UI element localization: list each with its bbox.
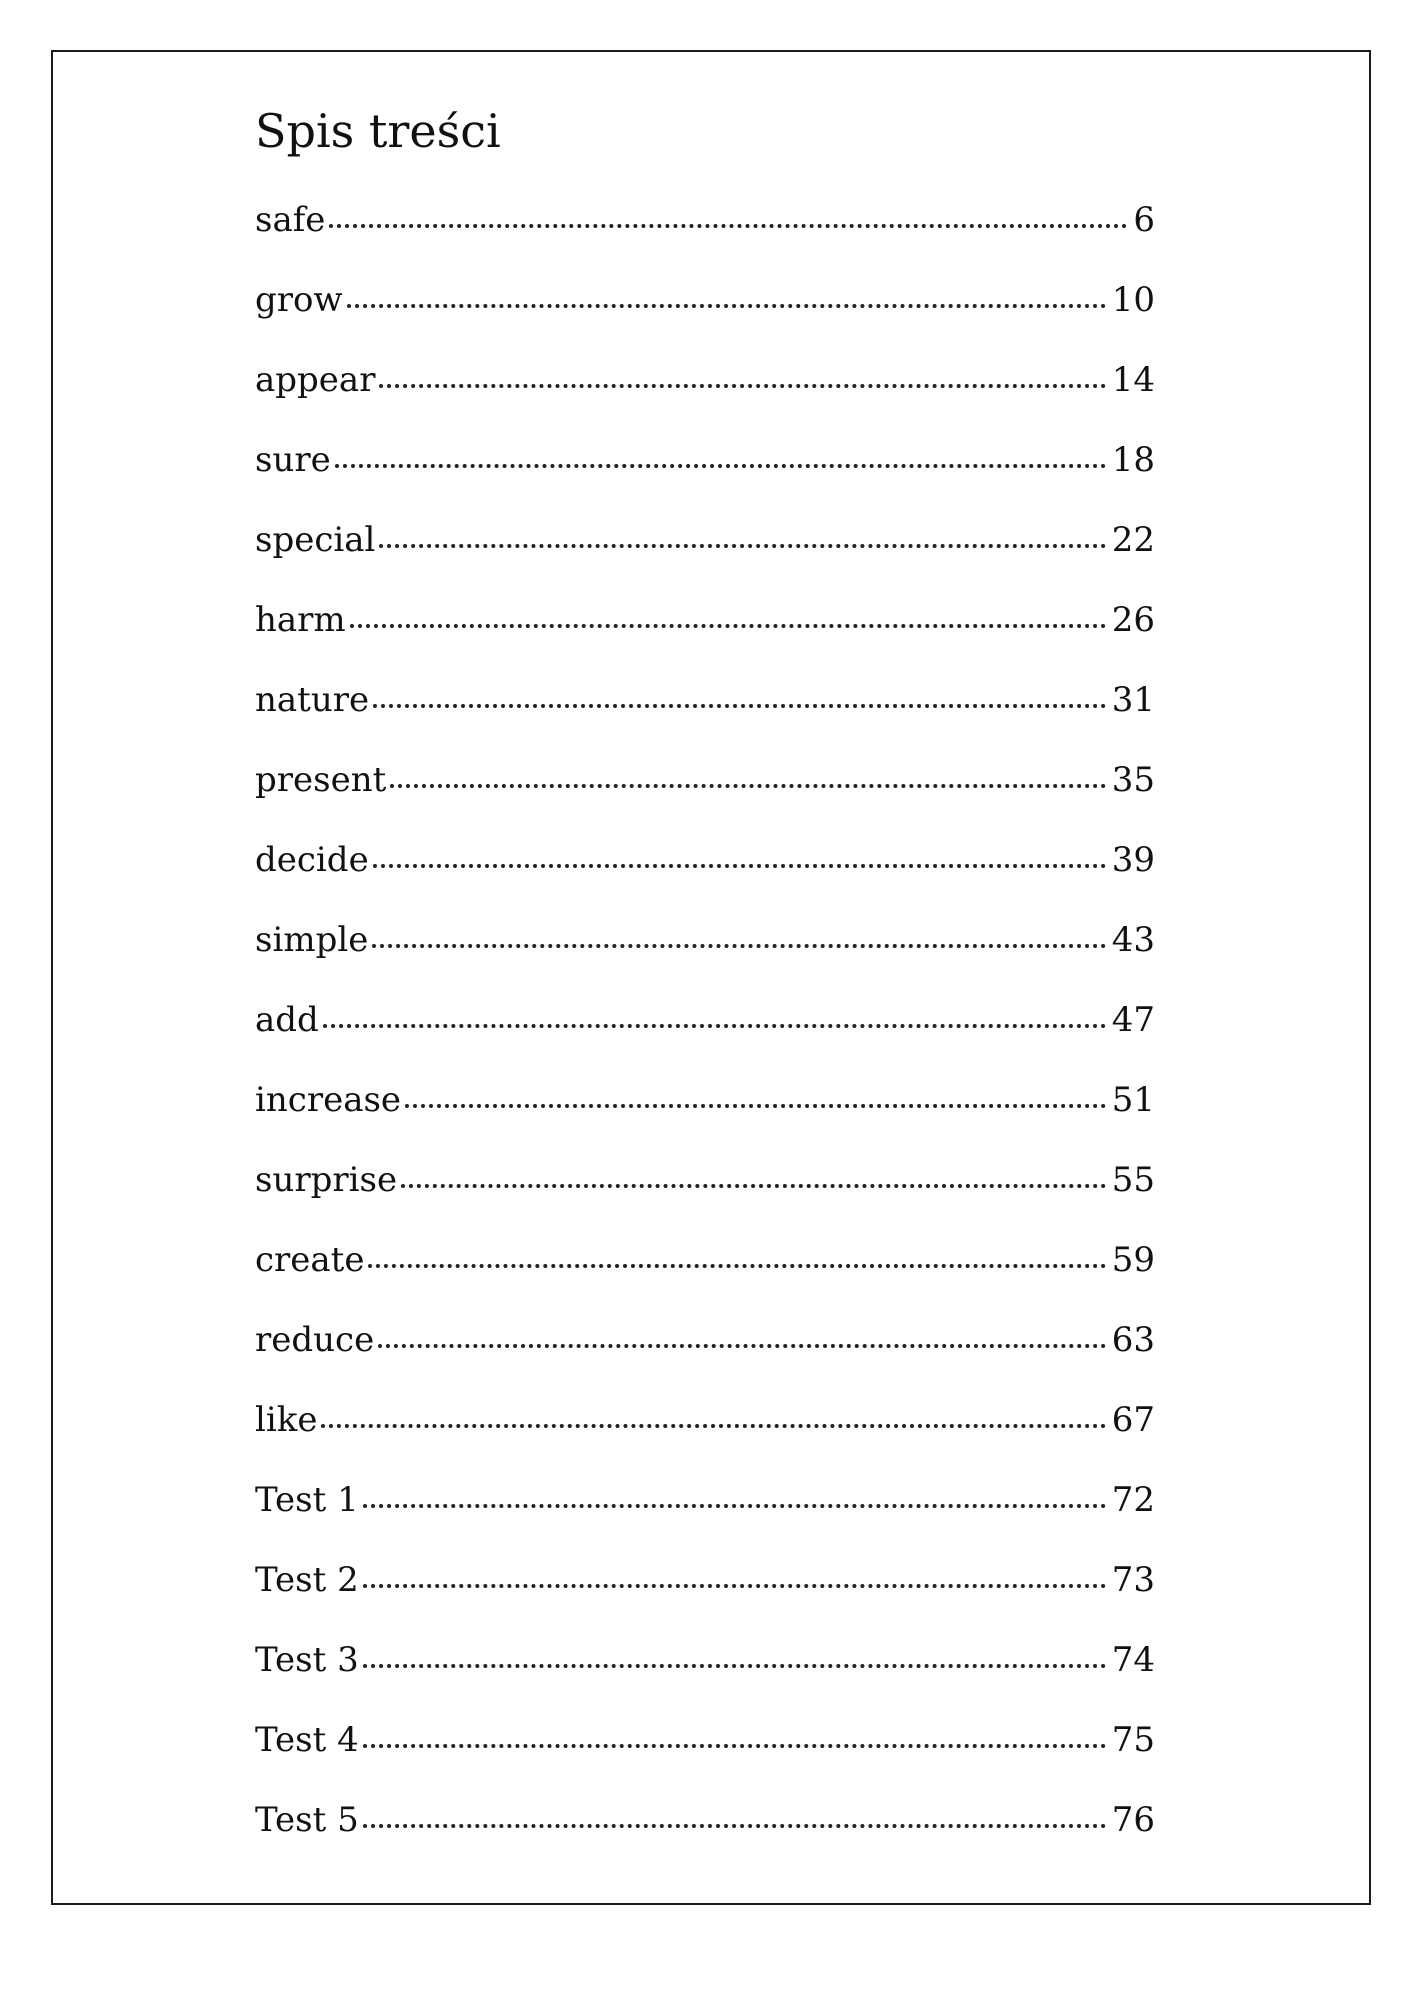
toc-entry[interactable] (255, 1472, 1155, 1552)
toc-entry-page-number: 39 (1111, 840, 1155, 880)
toc-entry-label: Test 5 (255, 1800, 359, 1840)
toc-dot-leader (363, 1744, 1106, 1748)
toc-entry-label: present (255, 760, 387, 800)
toc-entry-page-number: 26 (1111, 600, 1155, 640)
toc-entry-label: Test 3 (255, 1640, 359, 1680)
toc-dot-leader (373, 864, 1106, 868)
toc-entry[interactable] (255, 1552, 1155, 1632)
toc-entry[interactable] (255, 672, 1155, 752)
toc-dot-leader (373, 704, 1106, 708)
toc-entry-label: add (255, 1000, 319, 1040)
toc-entry[interactable] (255, 1712, 1155, 1792)
toc-dot-leader (363, 1584, 1106, 1588)
toc-dot-leader (329, 224, 1127, 228)
toc-entry[interactable] (255, 752, 1155, 832)
toc-entry[interactable] (255, 1152, 1155, 1232)
toc-entry-page-number: 35 (1111, 760, 1155, 800)
toc-entry-page-number: 73 (1111, 1560, 1155, 1600)
toc-entry-label: increase (255, 1080, 402, 1120)
toc-entry-label: create (255, 1240, 365, 1280)
toc-dot-leader (363, 1664, 1106, 1668)
toc-dot-leader (363, 1504, 1106, 1508)
toc-dot-leader (350, 624, 1106, 628)
toc-entry-label: appear (255, 360, 376, 400)
toc-entry-label: surprise (255, 1160, 398, 1200)
toc-entry-page-number: 72 (1111, 1480, 1155, 1520)
toc-dot-leader (321, 1424, 1105, 1428)
toc-entry-page-number: 55 (1111, 1160, 1155, 1200)
toc-entry-page-number: 14 (1111, 360, 1155, 400)
toc-entry-page-number: 31 (1111, 680, 1155, 720)
toc-entry[interactable] (255, 1392, 1155, 1472)
toc-dot-leader (335, 464, 1106, 468)
toc-entry-page-number: 59 (1111, 1240, 1155, 1280)
toc-entry-page-number: 51 (1111, 1080, 1155, 1120)
toc-dot-leader (363, 1824, 1106, 1828)
toc-entry[interactable] (255, 272, 1155, 352)
toc-entry-page-number: 6 (1133, 200, 1155, 240)
toc-entry[interactable] (255, 1632, 1155, 1712)
toc-entry[interactable] (255, 832, 1155, 912)
toc-entry[interactable] (255, 992, 1155, 1072)
toc-entry-label: special (255, 520, 376, 560)
toc-entry-page-number: 67 (1111, 1400, 1155, 1440)
toc-entry[interactable] (255, 1072, 1155, 1152)
toc-list (255, 192, 1155, 1872)
toc-entry-label: Test 4 (255, 1720, 359, 1760)
toc-entry[interactable] (255, 1232, 1155, 1312)
toc-dot-leader (378, 1344, 1106, 1348)
toc-entry-label: like (255, 1400, 318, 1440)
toc-dot-leader (368, 1264, 1105, 1268)
toc-entry[interactable] (255, 592, 1155, 672)
toc-dot-leader (379, 384, 1105, 388)
toc-entry-page-number: 18 (1111, 440, 1155, 480)
toc-dot-leader (390, 784, 1105, 788)
toc-dot-leader (405, 1104, 1106, 1108)
toc-entry-page-number: 76 (1111, 1800, 1155, 1840)
toc-entry-page-number: 10 (1111, 280, 1155, 320)
toc-entry-label: decide (255, 840, 369, 880)
toc-title: Spis treści (255, 104, 501, 158)
toc-dot-leader (401, 1184, 1106, 1188)
toc-entry[interactable] (255, 512, 1155, 592)
toc-dot-leader (323, 1024, 1106, 1028)
toc-entry[interactable] (255, 912, 1155, 992)
toc-entry-page-number: 22 (1111, 520, 1155, 560)
toc-entry-label: harm (255, 600, 346, 640)
toc-entry-label: simple (255, 920, 369, 960)
toc-entry-label: grow (255, 280, 343, 320)
toc-entry[interactable] (255, 192, 1155, 272)
toc-entry-label: reduce (255, 1320, 375, 1360)
toc-entry[interactable] (255, 352, 1155, 432)
toc-entry-label: Test 1 (255, 1480, 359, 1520)
toc-entry-label: sure (255, 440, 331, 480)
toc-entry-page-number: 43 (1111, 920, 1155, 960)
toc-entry-page-number: 47 (1111, 1000, 1155, 1040)
toc-entry[interactable] (255, 1312, 1155, 1392)
toc-entry-page-number: 75 (1111, 1720, 1155, 1760)
toc-entry[interactable] (255, 1792, 1155, 1872)
toc-dot-leader (347, 304, 1106, 308)
toc-entry-label: Test 2 (255, 1560, 359, 1600)
toc-entry-label: safe (255, 200, 326, 240)
toc-dot-leader (372, 944, 1105, 948)
toc-entry-label: nature (255, 680, 370, 720)
toc-dot-leader (379, 544, 1105, 548)
toc-entry[interactable] (255, 432, 1155, 512)
toc-entry-page-number: 74 (1111, 1640, 1155, 1680)
toc-entry-page-number: 63 (1111, 1320, 1155, 1360)
